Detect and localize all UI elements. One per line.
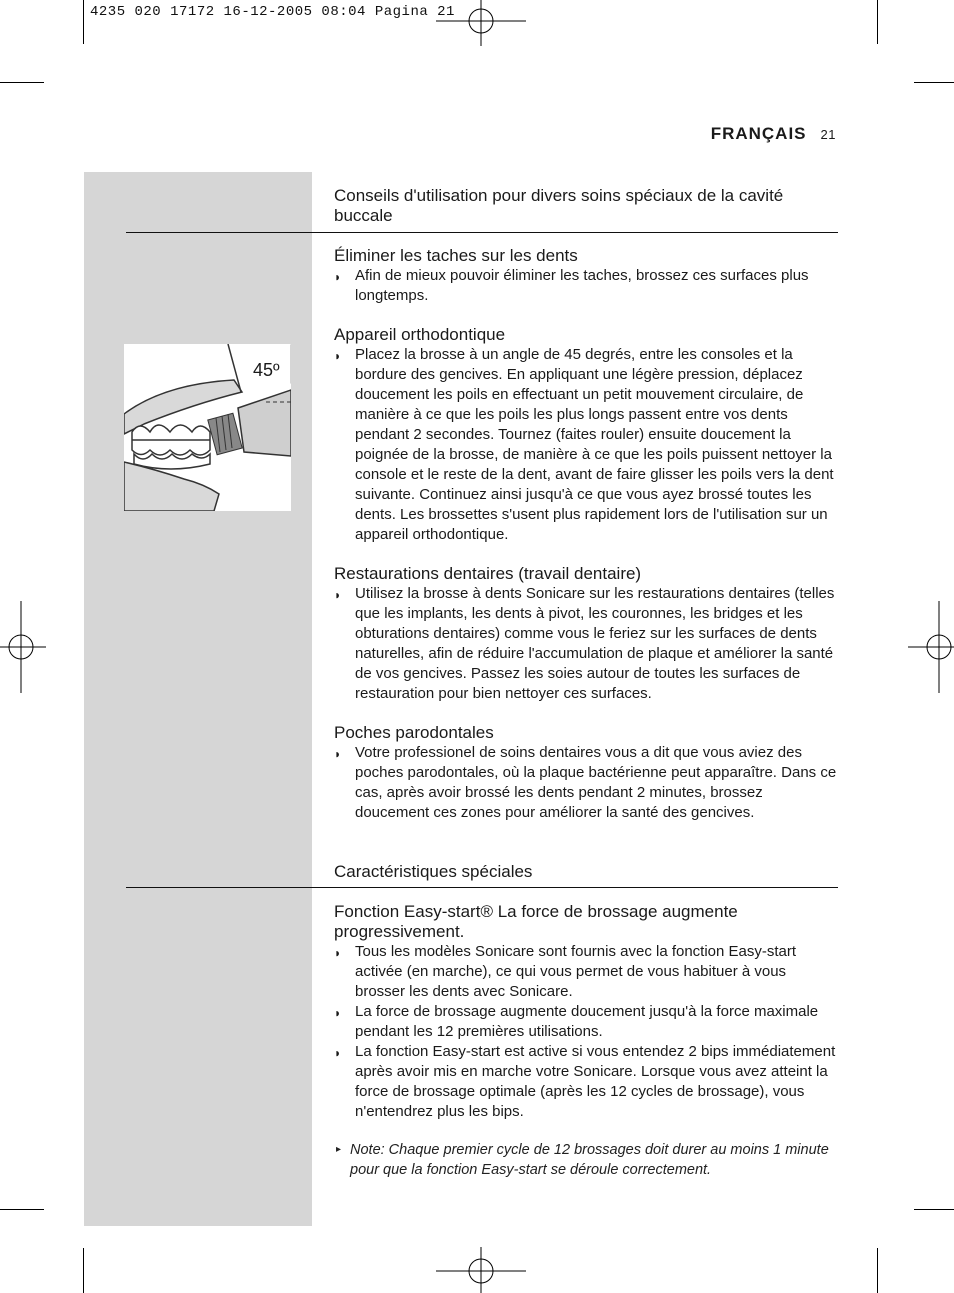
- bullet-item: [334, 266, 839, 306]
- bullet-icon: ◗: [334, 946, 342, 960]
- intro-heading: Conseils d'utilisation pour divers soins spéciaux de la cavité buccale: [334, 186, 784, 225]
- bullet-icon: ◗: [334, 349, 342, 363]
- section-heading: Appareil orthodontique: [334, 325, 506, 344]
- section-rule: [126, 232, 838, 233]
- bullet-icon: ◗: [334, 747, 342, 761]
- note-text: Note: Chaque premier cycle de 12 brossages doit durer au moins 1 minute pour que la fonction Easy-start se déroule correctement.: [350, 1142, 829, 1178]
- registration-mark-icon: [436, 1247, 526, 1293]
- content-column: [334, 246, 839, 823]
- intro-block: [334, 186, 839, 226]
- section-heading: Poches parodontales: [334, 723, 494, 742]
- bullet-item: [334, 584, 839, 704]
- bullet-text: Placez la brosse à un angle de 45 degrés, entre les consoles et la bordure des gencives. En appliquant une légère pression, déplacez doucement les poils en effectuant un petit mouvement circulaire, de manière à ce que les poils les plus longs passent entre vos dents pendant 2 secondes. Tournez (faites rouler) ensuite doucement la poignée de la brosse, de manière à ce que les poils puissent nettoyer la console et le reste de la dent, avant de faire glisser les poils vers la dent suivante. Continuez ainsi jusqu'à ce que vous ayez brossé toutes les dents. Les brossettes s'usent plus rapidement lors de l'utilisation sur un appareil orthodontique.: [355, 346, 834, 543]
- crop-mark: [877, 1248, 878, 1293]
- page-header: [711, 124, 836, 144]
- bullet-item: [334, 1002, 839, 1042]
- crop-mark: [83, 1248, 84, 1293]
- side-column: [84, 172, 312, 1226]
- section-rule: [126, 887, 838, 888]
- note-arrow-icon: ▸: [336, 1144, 342, 1155]
- bullet-text: Utilisez la brosse à dents Sonicare sur les restaurations dentaires (telles que les implants, les dents à pivot, les couronnes, les bridges et les obturations dentaires) comme vous le feriez sur les surfaces de dents naturelles, afin de réduire l'accumulation de plaque et améliorer la santé de vos gencives. Passez les soies autour de toutes les surfaces de restauration pour bien nettoyer ces surfaces.: [355, 585, 835, 702]
- pointer-arrow-icon: [290, 344, 314, 384]
- print-slug: 4235 020 17172 16-12-2005 08:04 Pagina 21: [90, 4, 455, 20]
- section-heading: Restaurations dentaires (travail dentaire): [334, 564, 642, 583]
- crop-mark: [914, 1209, 954, 1210]
- section-heading: Éliminer les taches sur les dents: [334, 246, 578, 265]
- bullet-text: La force de brossage augmente doucement jusqu'à la force maximale pendant les 12 premières utilisations.: [355, 1003, 819, 1040]
- bullet-item: [334, 743, 839, 823]
- registration-mark-icon: [0, 601, 46, 693]
- bullet-text: Afin de mieux pouvoir éliminer les taches, brossez ces surfaces plus longtemps.: [355, 267, 809, 304]
- section-orthodontic: [334, 325, 839, 545]
- language-label: FRANÇAIS: [710, 124, 807, 143]
- features-heading: Caractéristiques spéciales: [334, 862, 533, 881]
- section-stains: [334, 246, 839, 306]
- bullet-icon: ◗: [334, 1046, 342, 1060]
- bullet-item: [334, 1042, 839, 1122]
- crop-mark: [0, 82, 44, 83]
- bullet-text: Votre professionel de soins dentaires vous a dit que vous aviez des poches parodontales, où la plaque bactérienne peut apparaître. Dans ce cas, après avoir brossé les dents pendant 2 minutes, brossez doucement ces zones pour améliorer la santé des gencives.: [355, 744, 837, 821]
- note: [334, 1140, 839, 1180]
- section-restorations: [334, 564, 839, 704]
- bullet-icon: ◗: [334, 588, 342, 602]
- bullet-text: Tous les modèles Sonicare sont fournis avec la fonction Easy-start activée (en marche), ce qui vous permet de vous habituer à vous brosser les dents avec Sonicare.: [355, 943, 797, 1000]
- bullet-icon: ◗: [334, 1006, 342, 1020]
- bullet-text: La fonction Easy-start est active si vous entendez 2 bips immédiatement après avoir mis en marche votre Sonicare. Lorsque vous avez atteint la force de brossage optimale (après les 12 cycles de brossage), vous n'entendrez plus les bips.: [355, 1043, 836, 1120]
- features-block: [334, 862, 839, 882]
- bullet-item: [334, 942, 839, 1002]
- angle-label: 45º: [253, 360, 280, 380]
- section-pockets: [334, 723, 839, 823]
- registration-mark-icon: [436, 0, 526, 46]
- crop-mark: [0, 1209, 44, 1210]
- crop-mark: [914, 82, 954, 83]
- easy-start-section: [334, 902, 839, 1122]
- crop-mark: [83, 0, 84, 44]
- section-heading: Fonction Easy-start® La force de brossage augmente progressivement.: [334, 902, 738, 941]
- bullet-item: [334, 345, 839, 545]
- registration-mark-icon: [908, 601, 954, 693]
- crop-mark: [877, 0, 878, 44]
- bullet-icon: ◗: [334, 270, 342, 284]
- page-number: 21: [820, 127, 836, 142]
